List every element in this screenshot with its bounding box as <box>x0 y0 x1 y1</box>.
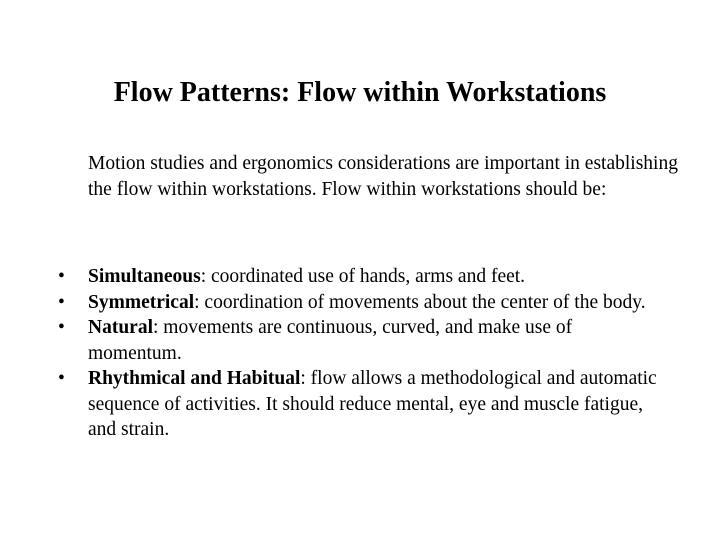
intro-paragraph: Motion studies and ergonomics considerations are important in establishing the flow within workstations. Flow within workstations should be: <box>88 153 678 200</box>
slide-title: Flow Patterns: Flow within Workstations <box>113 77 607 108</box>
bullet-item-symmetrical <box>58 290 658 316</box>
bullet-term: Rhythmical and Habitual <box>88 368 301 389</box>
bullet-text: : coordination of movements about the center of the body. <box>194 291 646 313</box>
bullet-icon: • <box>58 291 65 313</box>
bullet-term: Symmetrical <box>88 291 195 313</box>
bullet-item-natural <box>58 315 658 366</box>
bullet-item-rhythmical-habitual <box>58 366 658 443</box>
bullet-icon: • <box>58 368 65 389</box>
bullet-text: : flow allows a methodological and automatic sequence of activities. It should reduce mental, eye and muscle fatigue, and strain. <box>88 368 657 440</box>
bullet-icon: • <box>58 317 65 338</box>
bullet-term: Natural <box>88 317 153 338</box>
bullet-text: : movements are continuous, curved, and make use of momentum. <box>88 317 573 364</box>
bullet-icon: • <box>58 266 65 287</box>
bullet-item-simultaneous <box>58 264 658 290</box>
bullet-list <box>58 264 658 443</box>
bullet-text: : coordinated use of hands, arms and feet. <box>200 266 526 287</box>
bullet-term: Simultaneous <box>88 266 201 287</box>
